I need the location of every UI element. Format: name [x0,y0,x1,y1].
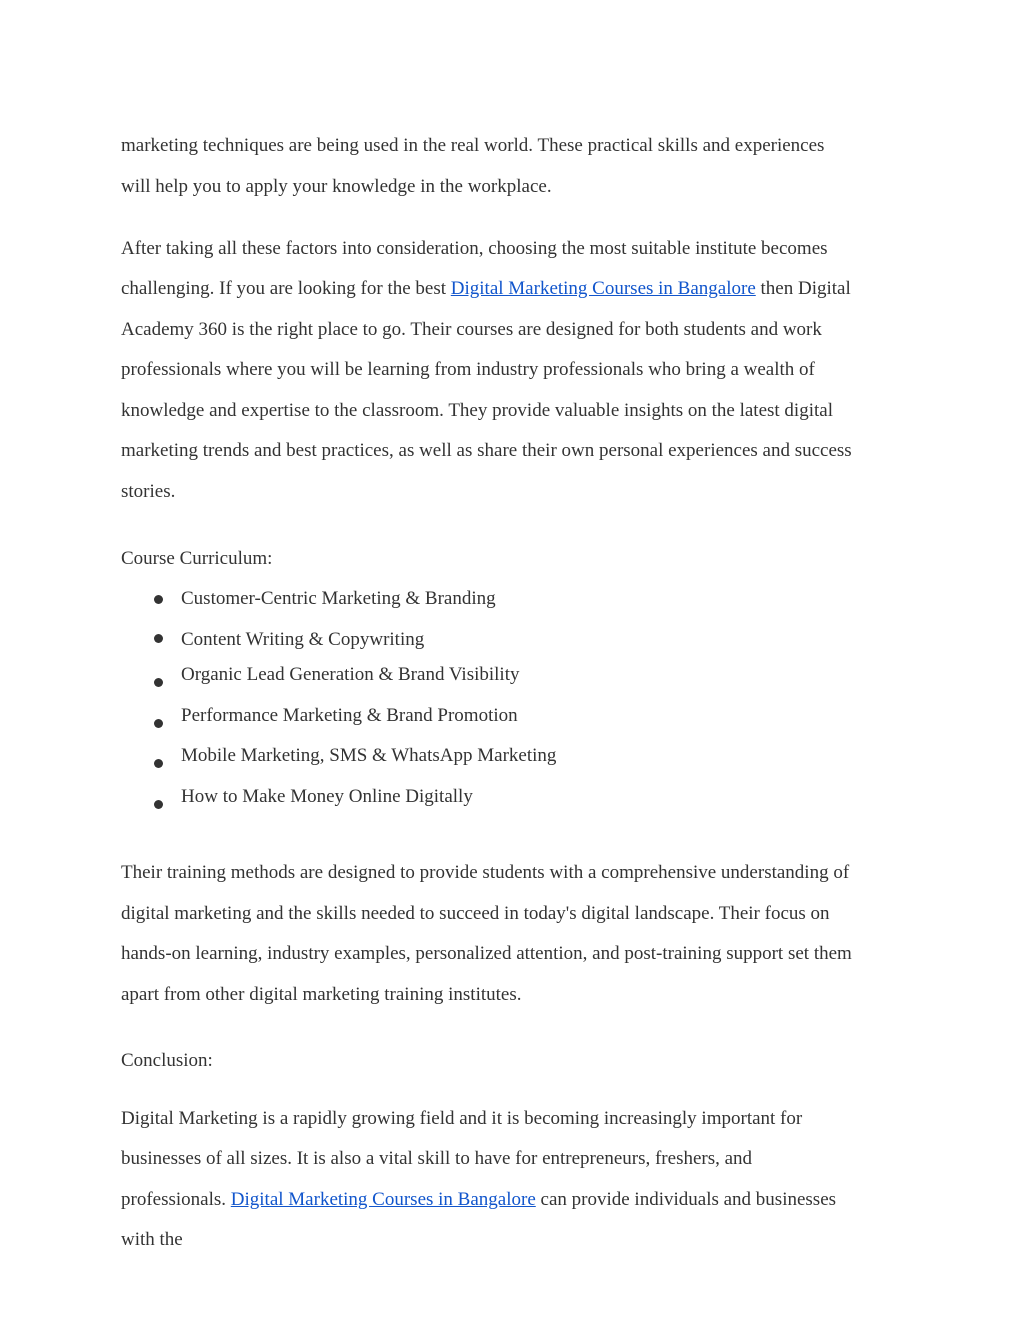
list-item [0,704,1024,728]
paragraph-2-line-5: knowledge and expertise to the classroom. They provide valuable insights on the latest digital [121,400,833,421]
paragraph-2-text-after-link: then Digital [755,278,851,299]
list-item-text: How to Make Money Online Digitally [181,786,473,807]
list-item-text: Content Writing & Copywriting [181,629,425,650]
digital-marketing-courses-link[interactable]: Digital Marketing Courses in Bangalore [450,278,756,299]
paragraph-2-line-1: After taking all these factors into consideration, choosing the most suitable institute becomes [121,238,828,259]
paragraph-3-line-2: digital marketing and the skills needed to succeed in today's digital landscape. Their focus on [121,903,830,924]
conclusion-line-4: with the [121,1229,183,1250]
digital-marketing-courses-link[interactable]: Digital Marketing Courses in Bangalore [230,1189,536,1210]
paragraph-3-line-1: Their training methods are designed to provide students with a comprehensive understanding of [121,862,850,883]
bullet-icon [154,678,163,687]
conclusion-text-after-link: can provide individuals and businesses [535,1189,837,1210]
paragraph-2-line-3: Academy 360 is the right place to go. Their courses are designed for both students and work [121,319,822,340]
list-item [0,628,1024,652]
bullet-icon [154,759,163,768]
conclusion-line-1: Digital Marketing is a rapidly growing field and it is becoming increasingly important for [121,1108,803,1129]
bullet-icon [154,800,163,809]
conclusion-text-before-link: professionals. [121,1189,231,1210]
curriculum-heading: Course Curriculum: [121,548,273,569]
list-item-text: Customer-Centric Marketing & Branding [181,588,496,609]
conclusion-heading: Conclusion: [121,1050,213,1071]
paragraph-2-line-7: stories. [121,481,176,502]
bullet-icon [154,719,163,728]
paragraph-3-line-4: apart from other digital marketing training institutes. [121,984,522,1005]
paragraph-2-line-2 [121,277,851,301]
paragraph-1-line-2: will help you to apply your knowledge in the workplace. [121,176,552,197]
bullet-icon [154,634,163,643]
bullet-icon [154,595,163,604]
list-item [0,785,1024,809]
paragraph-2-text-before-link: challenging. If you are looking for the best [121,278,451,299]
paragraph-2-line-6: marketing trends and best practices, as well as share their own personal experiences and success [121,440,852,461]
list-item [0,587,1024,611]
list-item-text: Performance Marketing & Brand Promotion [181,705,518,726]
list-item-text: Organic Lead Generation & Brand Visibility [181,664,520,685]
conclusion-line-2: businesses of all sizes. It is also a vital skill to have for entrepreneurs, freshers, and [121,1148,753,1169]
paragraph-2-line-4: professionals where you will be learning from industry professionals who bring a wealth of [121,359,815,380]
paragraph-1-line-1: marketing techniques are being used in the real world. These practical skills and experiences [121,135,825,156]
conclusion-line-3 [121,1188,836,1212]
list-item [0,744,1024,768]
paragraph-3-line-3: hands-on learning, industry examples, personalized attention, and post-training support set them [121,943,852,964]
list-item-text: Mobile Marketing, SMS & WhatsApp Marketing [181,745,557,766]
list-item [0,663,1024,687]
